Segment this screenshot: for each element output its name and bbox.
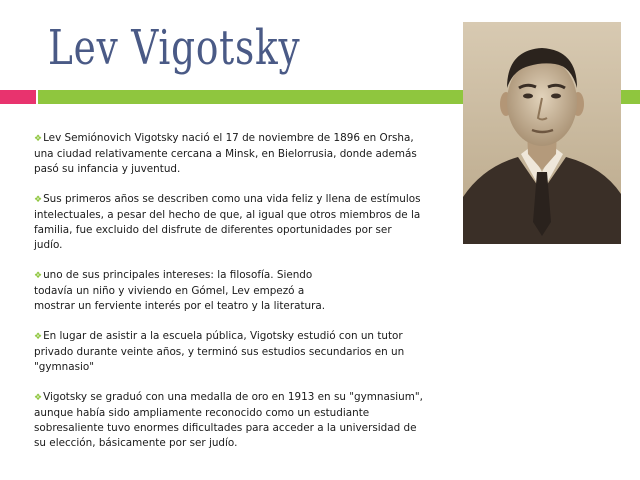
paragraph-2: ❖Sus primeros años se describen como una vida feliz y llena de estímulos intelectuales, a pesar del hecho de que, al igual que otros miembros de la familia, fue excluido del disfrute de diferentes oportunidades por ser judío. <box>34 193 421 251</box>
slide-title: Lev Vigotsky <box>48 20 301 76</box>
diamond-bullet-icon: ❖ <box>34 271 43 281</box>
diamond-bullet-icon: ❖ <box>34 195 43 205</box>
paragraph-3: ❖uno de sus principales intereses: la filosofía. Siendo todavía un niño y viviendo en Gómel, Lev empezó a mostrar un ferviente interés por el teatro y la literatura. <box>34 269 326 312</box>
diamond-bullet-icon: ❖ <box>34 332 43 342</box>
pink-accent-bar <box>0 90 36 104</box>
diamond-bullet-icon: ❖ <box>34 393 43 403</box>
paragraph-5: ❖Vigotsky se graduó con una medalla de oro en 1913 en su "gymnasium", aunque había sido ampliamente reconocido como un estudiante sobresaliente tuvo enormes dificultades para acceder a la universidad de su elección, básicamente por ser judío. <box>34 391 423 449</box>
body-text <box>34 131 462 466</box>
portrait-photo <box>463 22 621 244</box>
paragraph-1: ❖Lev Semiónovich Vigotsky nació el 17 de noviembre de 1896 en Orsha, una ciudad relativamente cercana a Minsk, en Bielorrusia, donde además pasó su infancia y juventud. <box>34 132 417 175</box>
diamond-bullet-icon: ❖ <box>34 134 43 144</box>
green-accent-bar <box>38 90 463 104</box>
green-accent-bar-right <box>621 90 640 104</box>
paragraph-4: ❖En lugar de asistir a la escuela pública, Vigotsky estudió con un tutor privado durante veinte años, y terminó sus estudios secundarios en un "gymnasio" <box>34 330 405 373</box>
